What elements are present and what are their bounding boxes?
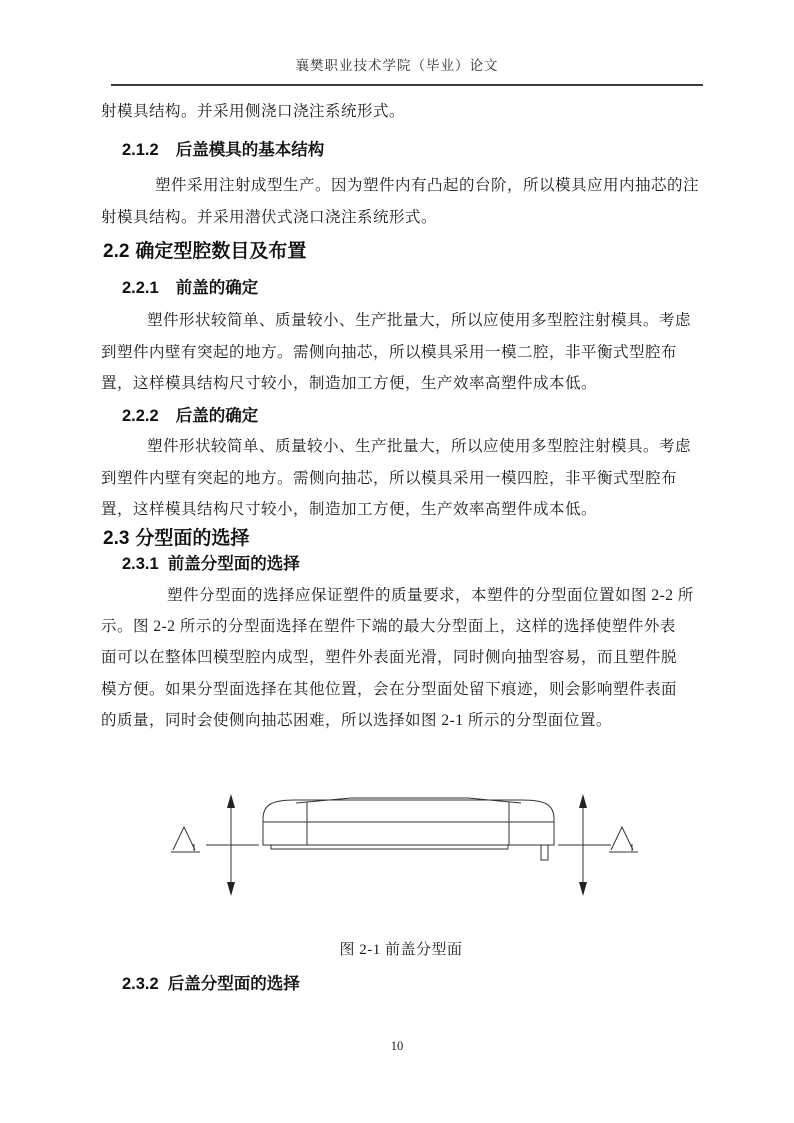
heading-number: 2.2.1 xyxy=(122,279,159,298)
heading-number: 2.2.2 xyxy=(122,407,159,426)
text-line: 置，这样模具结构尺寸较小，制造加工方便，生产效率高塑件成本低。 xyxy=(101,501,598,519)
heading-text: 分型面的选择 xyxy=(135,527,250,549)
parting-surface-drawing xyxy=(101,767,701,915)
header-rule xyxy=(111,84,703,86)
paragraph xyxy=(101,305,701,399)
section-marker-right xyxy=(609,827,638,852)
heading-text: 后盖的确定 xyxy=(175,407,259,426)
figure-2-1 xyxy=(101,767,701,960)
dimension-arrow-right xyxy=(558,794,611,896)
heading-2-2 xyxy=(103,239,701,264)
text-line: 的质量，同时会使侧向抽芯困难，所以选择如图 2-1 所示的分型面位置。 xyxy=(101,712,612,730)
text-line: 塑件形状较简单、质量较小、生产批量大，所以应使用多型腔注射模具。考虑 xyxy=(147,312,692,330)
heading-text: 后盖模具的基本结构 xyxy=(175,141,325,160)
heading-2-2-1 xyxy=(122,277,701,299)
text-line: 到塑件内壁有突起的地方。需侧向抽芯，所以模具采用一模四腔，非平衡式型腔布 xyxy=(101,469,678,487)
heading-number: 2.3.1 xyxy=(122,554,159,573)
text-line: 塑件分型面的选择应保证塑件的质量要求，本塑件的分型面位置如图 2-2 所 xyxy=(167,586,694,604)
heading-number: 2.3 xyxy=(103,527,130,549)
section-marker-left xyxy=(171,827,200,852)
paragraph xyxy=(101,170,701,233)
page-content xyxy=(0,96,794,995)
heading-text: 前盖的确定 xyxy=(175,279,259,298)
heading-text: 确定型腔数目及布置 xyxy=(135,241,307,263)
heading-number: 2.1.2 xyxy=(122,141,159,160)
text-line: 模方便。如果分型面选择在其他位置，会在分型面处留下痕迹，则会影响塑件表面 xyxy=(101,680,678,698)
paragraph xyxy=(101,580,701,737)
heading-2-1-2 xyxy=(122,139,701,161)
running-header-title: 襄樊职业技术学院（毕业）论文 xyxy=(295,58,499,73)
text-line: 塑件采用注射成型生产。因为塑件内有凸起的台阶，所以模具应用内抽芯的注 xyxy=(155,177,700,195)
text-line: 置，这样模具结构尺寸较小，制造加工方便，生产效率高塑件成本低。 xyxy=(101,375,598,393)
heading-text: 前盖分型面的选择 xyxy=(167,554,300,573)
text-line: 塑件形状较简单、质量较小、生产批量大，所以应使用多型腔注射模具。考虑 xyxy=(147,438,692,456)
paragraph-continuation xyxy=(101,96,701,127)
text-line: 射模具结构。并采用侧浇口浇注系统形式。 xyxy=(101,103,406,120)
text-line: 面可以在整体凹模型腔内成型，塑件外表面光滑，同时侧向抽型容易，而且塑件脱 xyxy=(101,649,678,667)
heading-2-2-2 xyxy=(122,405,701,427)
dimension-arrow-left xyxy=(206,794,259,896)
heading-2-3-1 xyxy=(122,553,701,575)
heading-number: 2.2 xyxy=(103,241,130,263)
part-side-view xyxy=(263,798,554,860)
paragraph xyxy=(101,431,701,525)
text-line: 到塑件内壁有突起的地方。需侧向抽芯，所以模具采用一模二腔，非平衡式型腔布 xyxy=(101,343,678,361)
heading-2-3 xyxy=(103,526,701,551)
page-number: 10 xyxy=(390,1039,404,1053)
heading-text: 后盖分型面的选择 xyxy=(167,974,300,993)
text-line: 射模具结构。并采用潜伏式浇口浇注系统形式。 xyxy=(101,208,438,226)
heading-2-3-2 xyxy=(122,973,701,995)
text-line: 示。图 2-2 所示的分型面选择在塑件下端的最大分型面上，这样的选择使塑件外表 xyxy=(101,618,676,636)
figure-caption: 图 2-1 前盖分型面 xyxy=(339,941,463,958)
heading-number: 2.3.2 xyxy=(122,974,159,993)
running-header xyxy=(0,0,794,86)
